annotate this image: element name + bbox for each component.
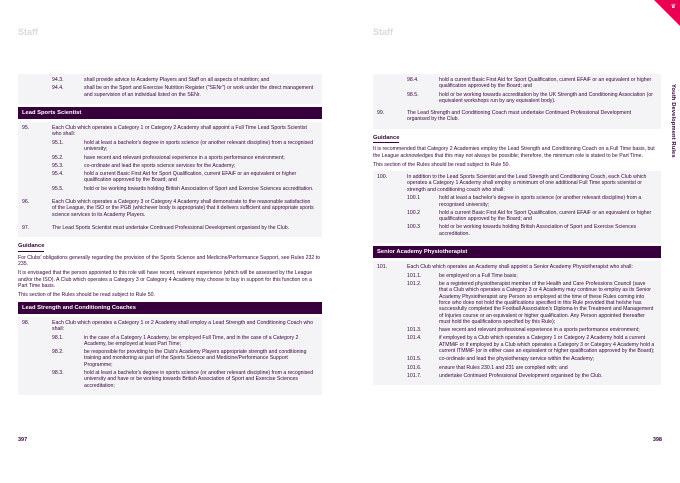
brand-corner <box>654 0 680 26</box>
rule-item: 94.3. shall provide advice to Academy Players and Staff on all aspects of nutrition; and <box>52 77 270 83</box>
rule-98-99-block <box>373 74 661 129</box>
rule-98-block <box>18 317 322 395</box>
page-number: 398 <box>652 437 662 443</box>
rule-subitem: 95.5. hold or be working towards holding British Association of Sport and Exercise Sciences accreditation. <box>52 185 314 192</box>
rule-subitem: 101.1. be employed on a Full Time basis; <box>407 272 518 279</box>
guidance-paragraph: This section of the Rules should be read subject to Rule 50. <box>373 161 510 168</box>
rule-item: 100. In addition to the Lead Sports Scientist and the Lead Strength and Conditioning Coach, each Club which operates a Category 1 Academy shall employ a minimum of one additional Full Time sports scientist or strength and conditioning coach who shall: <box>377 174 647 193</box>
guidance-paragraph: For Clubs' obligations generally regarding the provision of the Sports Science and Medicine/Performance Support, see Rules 232 to 235. <box>18 254 321 268</box>
rule-subitem: 95.1. hold at least a bachelor's degree in sports science (or another relevant discipline) from a recognised university; <box>52 139 314 153</box>
rule-94-block <box>18 74 322 104</box>
rule-subitem: 100.1 hold at least a bachelor's degree in sports science (or another relevant discipline) from a recognised university; <box>407 195 642 208</box>
rule-101-block <box>373 261 661 385</box>
right-column <box>373 74 661 385</box>
rule-subitem: 98.2. be responsible for providing to the Club's Academy Players appropriate strength and conditioning training and monitoring as part of the Sports Science and Medicine/Performance Support Programme; <box>52 349 307 368</box>
rule-100-block <box>373 171 661 243</box>
section-title-physiotherapist: Senior Academy Physiotherapist <box>373 246 661 258</box>
right-page <box>340 0 680 483</box>
rule-subitem: 98.5. hold or be working towards accreditation by the UK Strength and Conditioning Association (or equivalent workshops run by any equivalent body). <box>407 91 653 104</box>
guidance-paragraph: It is envisaged that the person appointed to this role will have recent, relevant experience (which will be assessed by the League and/or the ISO). A Club which operates a Category 3 or Category 4 Academy may choose to buy in support for this function on a Part Time basis. <box>18 270 313 289</box>
lion-crest-icon: ♛ <box>670 4 676 10</box>
rule-subitem: 101.6. ensure that Rules 230.1 and 231 are complied with; and <box>407 364 568 371</box>
guidance-paragraph: This section of the Rules should be read subject to Rule 50. <box>18 292 155 299</box>
rule-subitem: 100.3 hold or be working towards holding British Association of Sport and Exercise Sciences accreditation. <box>407 224 637 237</box>
page-header: Staff <box>18 27 38 37</box>
section-title-strength-conditioning: Lead Strength and Conditioning Coaches <box>18 302 322 314</box>
rule-item: 101. Each Club which operates an Academy shall appoint a Senior Academy Physiotherapist who shall: <box>377 264 633 271</box>
rule-subitem: 101.4. if employed by a Club which operates a Category 1 or Category 2 Academy hold a current ATMMiF or if employed by a Club which operates a Category 3 or Category 4 Academy hold a current ITMMiF (or in either case an equivalent or higher qualification approved by the Board); <box>407 335 655 355</box>
rule-95-97-block <box>18 122 322 237</box>
rule-subitem: 98.1. in the case of a Category 1 Academy, be employed Full Time, and in the case of a Category 2 Academy, be employed at least Part Time; <box>52 334 299 347</box>
rule-item: 98. Each Club which operates a Category 1 or 2 Academy shall employ a Lead Strength and Conditioning Coach who shall: <box>22 319 313 333</box>
rule-subitem: 101.2. be a registered physiotherapist member of the Health and Care Professions Council (save that a Club which operates a Category 3 or 4 Academy may continue to employ as its Senior Academy Physiotherapist any Person so employed at the time of these Rules coming into force who does not hold the qualifications specified in this Rule provided that he/she has successfully completed the Football Association's Diploma in the Treatment and Management of Injuries course or an equivalent or higher qualification. Any Person appointed thereafter must hold the qualifications specified by this Rule); <box>407 281 654 325</box>
left-column <box>18 74 322 395</box>
side-section-label: Youth Development Rules <box>670 84 676 158</box>
rule-item: 95. Each Club which operates a Category 1 or Category 2 Academy shall appoint a Full Time Lead Sports Scientist who shall: <box>22 125 307 138</box>
rule-item: 99. The Lead Strength and Conditioning Coach must undertake Continued Professional Development organised by the Club. <box>377 110 632 123</box>
rule-item: 97. The Lead Sports Scientist must undertake Continued Professional Development organised by the Club. <box>22 224 290 231</box>
rule-subitem: 98.4. hold a current Basic First Aid for Sport Qualification, current EFAiF or an equivalent or higher qualification approved by the Board; and <box>407 77 652 90</box>
guidance-heading: Guidance <box>18 243 44 251</box>
rule-subitem: 101.5. co-ordinate and lead the physiotherapy service within the Academy; <box>407 356 595 363</box>
page-number: 397 <box>18 437 28 443</box>
rule-subitem: 100.2 hold a current Basic First Aid for Sport Qualification, current EFAiF or an equivalent or higher qualification approved by the Board; and <box>407 209 652 223</box>
section-title-lead-sports-scientist: Lead Sports Scientist <box>18 107 322 119</box>
rule-subitem: 95.3. co-ordinate and lead the sports science services for the Academy; <box>52 162 236 169</box>
rule-item: 94.4. shall be on the Sport and Exercise Nutrition Register ("SENr") or work under the direct management and supervision of an individual listed on the SENr. <box>52 85 314 98</box>
guidance-paragraph: It is recommended that Category 2 Academies employ the Lead Strength and Conditioning Coach on a Full Time basis, but the League acknowledges that this may not always be possible; therefore, the minimum role is stated to be Part Time. <box>373 146 655 159</box>
rule-subitem: 95.4. hold a current Basic First Aid for Sport Qualification, current EFAiF or an equivalent or higher qualification approved by the Board; and <box>52 171 297 184</box>
rule-subitem: 95.2. have recent and relevant professional experience in a sports performance environment; <box>52 154 285 161</box>
page-header: Staff <box>373 27 393 37</box>
guidance-heading: Guidance <box>373 135 399 143</box>
rule-subitem: 98.3. hold at least a bachelor's degree in sports science (or another relevant discipline) from a recognised university and have or be working towards British Association of Sport and Exercise Sciences accreditation; <box>52 370 314 389</box>
rule-subitem: 101.7. undertake Continued Professional Development organised by the Club. <box>407 372 603 379</box>
rule-item: 96. Each Club which operates a Category 3 or Category 4 Academy shall demonstrate to the reasonable satisfaction of the League, the ISO or the PGB (whichever body is appropriate) that it delivers sufficient and appropriate sports science services to its Academy Players. <box>22 199 314 218</box>
rule-subitem: 101.3. have recent and relevant professional experience in a sports performance environment; <box>407 327 640 334</box>
